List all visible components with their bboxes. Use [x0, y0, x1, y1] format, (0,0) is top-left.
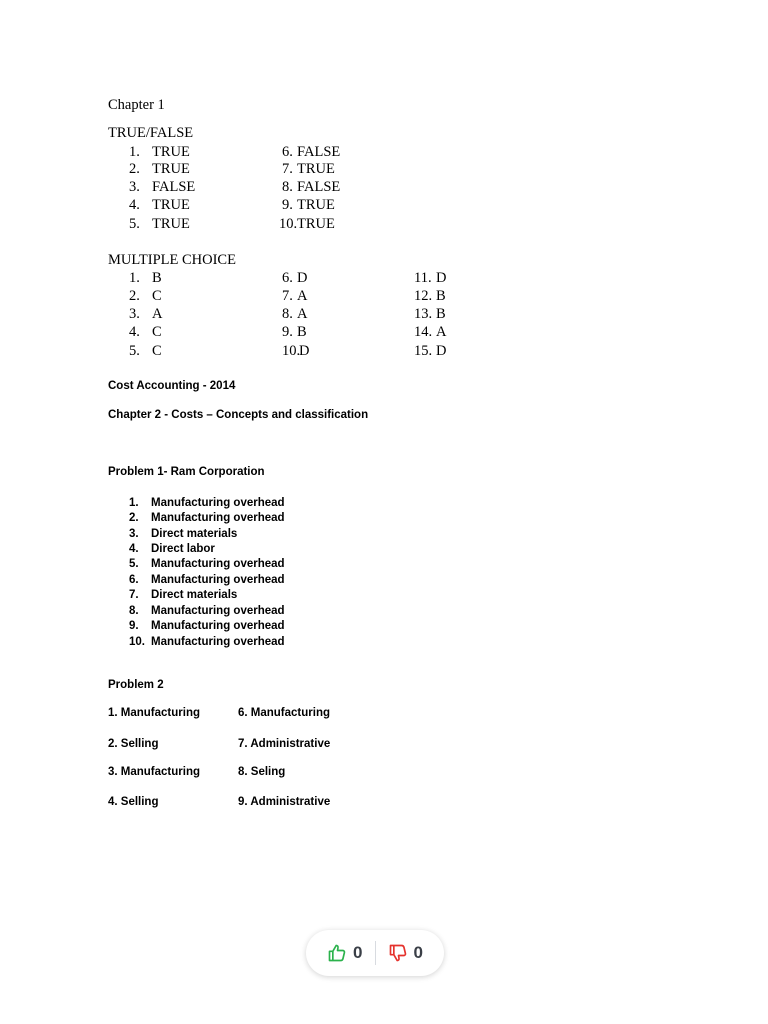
p1-answer: Direct labor — [151, 543, 215, 555]
mc-heading: MULTIPLE CHOICE — [108, 252, 236, 268]
p1-num: 8. — [129, 605, 139, 617]
mc-num: 4. — [129, 324, 140, 340]
mc-num: 2. — [129, 288, 140, 304]
mc-answer: B — [436, 306, 446, 322]
mc-answer: D — [297, 270, 308, 286]
p1-num: 4. — [129, 543, 139, 555]
downvote-count: 0 — [413, 943, 423, 962]
mc-answer: D — [436, 343, 447, 359]
tf-answer: TRUE — [152, 144, 190, 160]
mc-answer: B — [152, 270, 162, 286]
tf-answer: TRUE — [297, 216, 335, 232]
p1-num: 9. — [129, 620, 139, 632]
mc-num: 12. — [414, 288, 433, 304]
tf-answer: TRUE — [297, 161, 335, 177]
mc-answer: C — [152, 324, 162, 340]
thumbs-down-button[interactable] — [376, 943, 435, 963]
tf-num: 1. — [129, 144, 140, 160]
p2-item: 1. Manufacturing — [108, 707, 201, 719]
p1-num: 7. — [129, 589, 139, 601]
mc-answer: D — [299, 343, 310, 359]
p1-answer: Manufacturing overhead — [151, 620, 285, 632]
mc-answer: C — [152, 288, 162, 304]
mc-answer: C — [152, 343, 162, 359]
mc-answer: B — [436, 288, 446, 304]
tf-num: 5. — [129, 216, 140, 232]
mc-answer: B — [297, 324, 307, 340]
p1-answer: Manufacturing overhead — [151, 574, 285, 586]
tf-heading: TRUE/FALSE — [108, 125, 194, 141]
mc-num: 3. — [129, 306, 140, 322]
tf-num: 3. — [129, 179, 140, 195]
mc-num: 15. — [414, 343, 433, 359]
p2-item: 9. Administrative — [238, 796, 331, 808]
mc-answer: A — [297, 288, 308, 304]
p2-item: 2. Selling — [108, 738, 159, 750]
p1-answer: Direct materials — [151, 528, 238, 540]
p1-num: 1. — [129, 497, 139, 509]
p1-answer: Manufacturing overhead — [151, 636, 285, 648]
p1-answer: Manufacturing overhead — [151, 512, 285, 524]
mc-num: 1. — [129, 270, 140, 286]
mc-num: 7. — [282, 288, 293, 304]
tf-num: 10. — [279, 216, 298, 232]
upvote-count: 0 — [353, 943, 363, 962]
chapter1-title: Chapter 1 — [108, 97, 165, 113]
p2-item: 6. Manufacturing — [238, 707, 331, 719]
tf-num: 2. — [129, 161, 140, 177]
thumbs-up-button[interactable] — [315, 943, 374, 963]
mc-num: 9. — [282, 324, 293, 340]
p1-num: 6. — [129, 574, 139, 586]
tf-answer: FALSE — [152, 179, 196, 195]
p1-answer: Manufacturing overhead — [151, 558, 285, 570]
tf-answer: TRUE — [152, 161, 190, 177]
p1-answer: Manufacturing overhead — [151, 497, 285, 509]
p2-item: 3. Manufacturing — [108, 766, 201, 778]
p1-num: 5. — [129, 558, 139, 570]
mc-answer: D — [436, 270, 447, 286]
p2-item: 4. Selling — [108, 796, 159, 808]
mc-num: 13. — [414, 306, 433, 322]
p1-num: 10. — [129, 636, 145, 648]
vote-bar — [306, 930, 444, 976]
mc-num: 5. — [129, 343, 140, 359]
thumbs-up-icon — [327, 943, 347, 963]
mc-num: 8. — [282, 306, 293, 322]
mc-answer: A — [297, 306, 308, 322]
problem1-title: Problem 1- Ram Corporation — [108, 466, 265, 478]
tf-answer: TRUE — [152, 216, 190, 232]
mc-num: 11. — [414, 270, 432, 286]
p1-num: 2. — [129, 512, 139, 524]
tf-answer: FALSE — [297, 179, 341, 195]
tf-num: 7. — [282, 161, 293, 177]
tf-num: 4. — [129, 197, 140, 213]
p2-item: 7. Administrative — [238, 738, 331, 750]
problem2-title: Problem 2 — [108, 679, 164, 691]
mc-num: 6. — [282, 270, 293, 286]
mc-num: 10. — [282, 343, 301, 359]
tf-num: 6. — [282, 144, 293, 160]
mc-answer: A — [436, 324, 447, 340]
tf-num: 9. — [282, 197, 293, 213]
chapter2-title: Chapter 2 - Costs – Concepts and classification — [108, 409, 369, 421]
tf-answer: FALSE — [297, 144, 341, 160]
tf-num: 8. — [282, 179, 293, 195]
tf-answer: TRUE — [297, 197, 335, 213]
tf-answer: TRUE — [152, 197, 190, 213]
thumbs-down-icon — [388, 943, 408, 963]
mc-num: 14. — [414, 324, 433, 340]
p2-item: 8. Seling — [238, 766, 286, 778]
mc-answer: A — [152, 306, 163, 322]
p1-answer: Manufacturing overhead — [151, 605, 285, 617]
p1-answer: Direct materials — [151, 589, 238, 601]
course-title: Cost Accounting - 2014 — [108, 380, 236, 392]
p1-num: 3. — [129, 528, 139, 540]
